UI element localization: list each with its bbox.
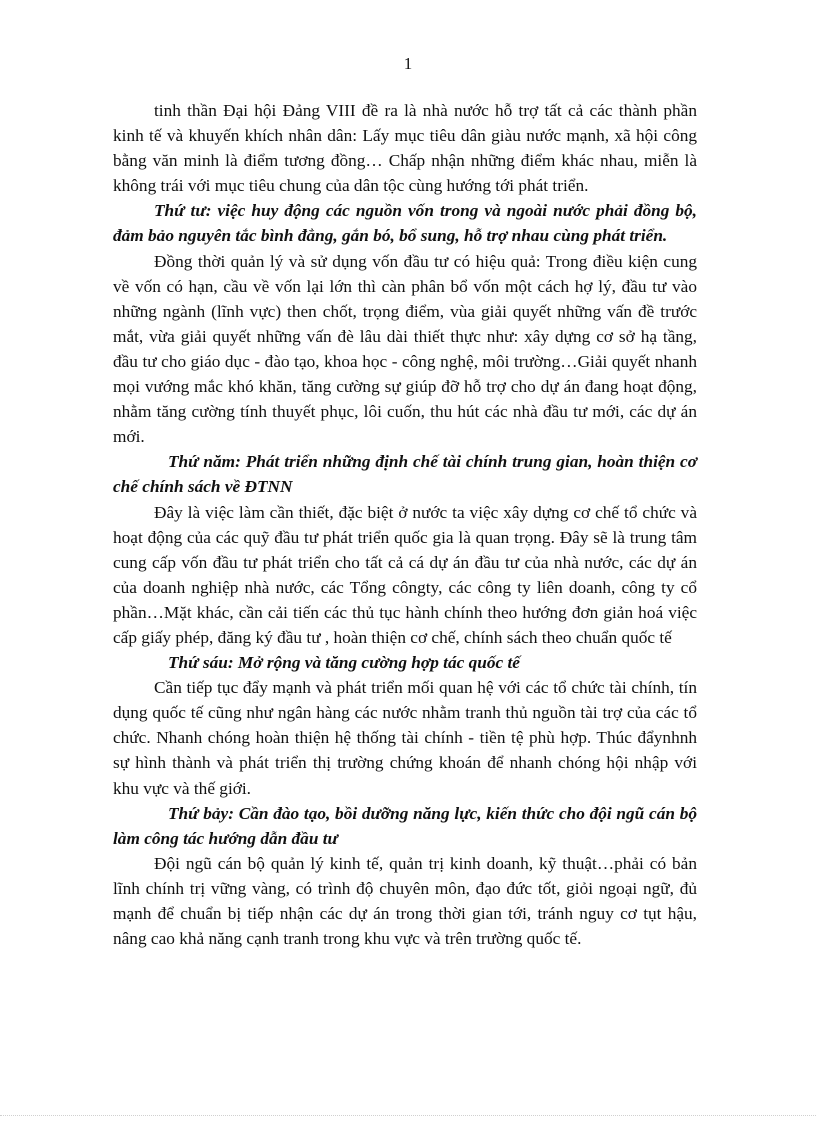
- page-body: [113, 98, 697, 951]
- page-number: 1: [403, 54, 413, 73]
- paragraph-thu-tu: Đồng thời quản lý và sử dụng vốn đầu tư có hiệu quả: Trong điều kiện cung về vốn có hạn, cầu về vốn lại lớn thì càn phân bổ vốn một cách hợ lý, đầu tư vào những ngành (lĩnh vực) then chốt, trọng điểm, vùa giải quyết những vấn đề trước mắt, vừa giải quyết những vấn đè lâu dài thiết thực như: xây dựng cơ sở hạ tầng, đầu tư cho giáo dục - đào tạo, khoa học - công nghệ, môi trường…Giải quyết nhanh mọi vướng mắc khó khăn, tăng cường sự giúp đỡ hỗ trợ cho dự án đang hoạt động, nhằm tăng cường tính thuyết phục, lôi cuốn, thu hút các nhà đầu tư mới, các dự án mới.: [113, 251, 697, 447]
- heading-thu-sau: Thứ sáu: Mở rộng và tăng cường hợp tác quốc tế: [168, 653, 520, 673]
- page-bottom-border: [0, 1115, 816, 1116]
- paragraph-intro: tinh thần Đại hội Đảng VIII đề ra là nhà nước hỗ trợ tất cả các thành phần kinh tế và khuyến khích nhân dân: Lấy mục tiêu dân giàu nước mạnh, xã hội công bằng văn minh là điểm tương đồng… Chấp nhận những điểm khác nhau, miễn là không trái với mục tiêu chung của dân tộc cùng hướng tới phát triển.: [113, 101, 697, 196]
- heading-thu-tu: Thứ tư: việc huy động các nguồn vốn trong và ngoài nước phải đồng bộ, đảm bảo nguyên tắc bình đẳng, gắn bó, bổ sung, hỗ trợ nhau cùng phát triển.: [113, 201, 697, 246]
- paragraph-thu-bay: Đội ngũ cán bộ quản lý kinh tế, quản trị kinh doanh, kỹ thuật…phải có bản lĩnh chính trị vững vàng, có trình độ chuyên môn, đạo đức tốt, giỏi ngoại ngữ, đủ mạnh để chuẩn bị tiếp nhận các dự án trong thời gian tới, tránh nguy cơ tụt hậu, nâng cao khả năng cạnh tranh trong khu vực và trên trường quốc tế.: [113, 853, 697, 949]
- paragraph-thu-nam: Đây là việc làm cần thiết, đặc biệt ở nước ta việc xây dựng cơ chế tổ chức và hoạt động của các quỹ đầu tư phát triển quốc gia là quan trọng. Đây sẽ là trung tâm cung cấp vốn đầu tư phát triển cho tất cả cá dự án đầu tư của nhà nước, các dự án của doanh nghiệp nhà nước, các Tổng côngty, các công ty liên doanh, công ty cổ phần…Mặt khác, cần cải tiến các thủ tục hành chính theo hướng đơn giản hoá việc cấp giấy phép, đăng ký đầu tư , hoàn thiện cơ chế, chính sách theo chuẩn quốc tế: [113, 502, 697, 647]
- heading-thu-bay: Thứ bảy: Cần đào tạo, bồi dưỡng năng lực, kiến thức cho đội ngũ cán bộ làm công tác hướng dẫn đầu tư: [113, 803, 697, 848]
- heading-thu-nam: Thứ năm: Phát triển những định chế tài chính trung gian, hoàn thiện cơ chế chính sách về ĐTNN: [113, 452, 697, 497]
- paragraph-thu-sau: Cần tiếp tục đẩy mạnh và phát triển mối quan hệ với các tổ chức tài chính, tín dụng quốc tế cũng như ngân hàng các nước nhằm tranh thủ nguồn tài trợ của các tổ chức. Nhanh chóng hoàn thiện hệ thống tài chính - tiền tệ phù hợp. Thúc đẩynhnh sự hình thành và phát triển thị trường chứng khoán để nhanh chóng hội nhập với khu vực và thế giới.: [113, 678, 697, 798]
